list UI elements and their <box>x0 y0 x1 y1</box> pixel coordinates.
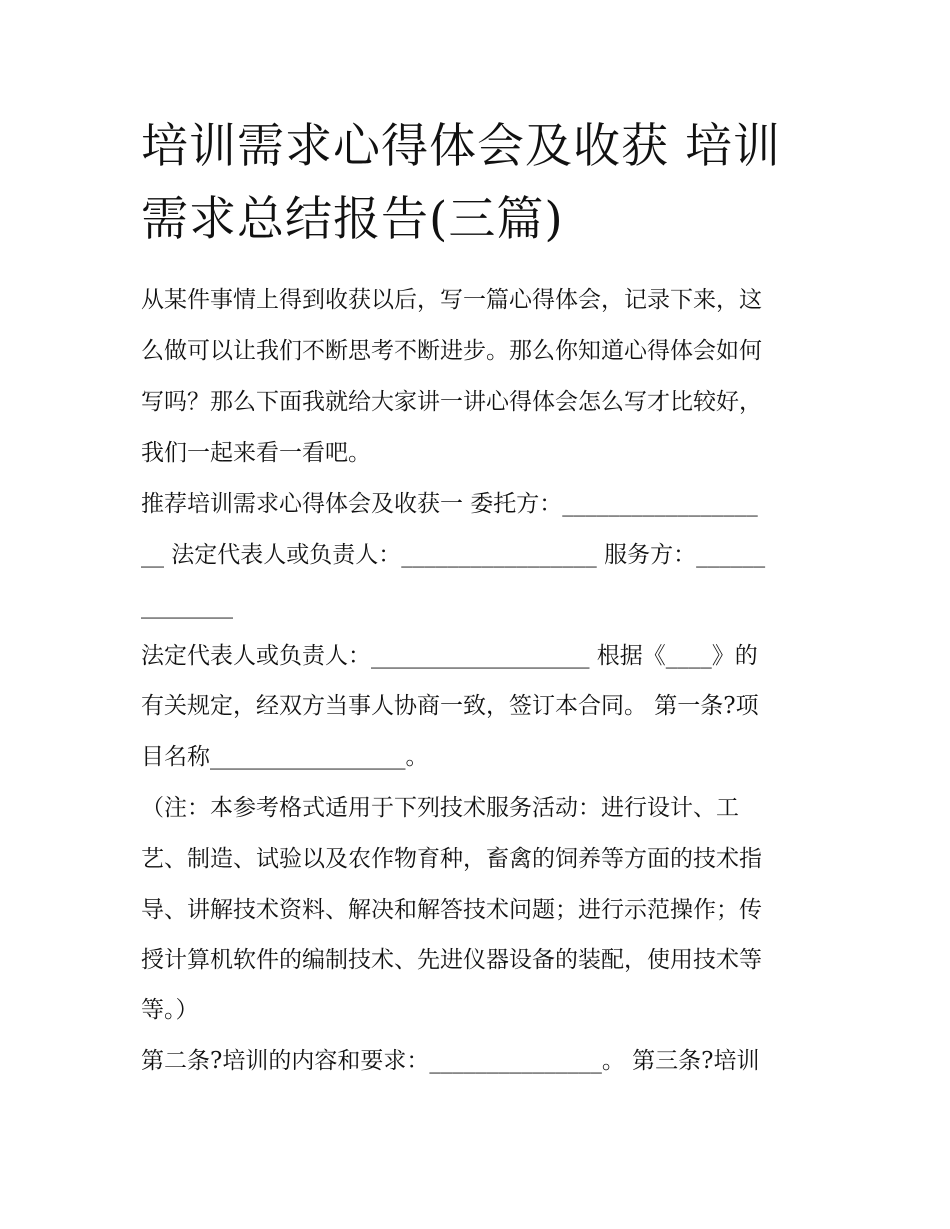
body-line: __ 法定代表人或负责人：_________________ 服务方：______ <box>141 542 766 568</box>
body-line: 目名称_________________。 <box>141 744 429 770</box>
body-line: 有关规定，经双方当事人协商一致，签订本合同。 第一条?项 <box>141 693 759 719</box>
body-line: （注：本参考格式适用于下列技术服务活动：进行设计、工 <box>141 795 739 821</box>
body-line: 第二条?培训的内容和要求：_______________。 第三条?培训 <box>141 1048 760 1074</box>
body-line: 艺、制造、试验以及农作物育种，畜禽的饲养等方面的技术指 <box>141 846 762 872</box>
document-title: 培训需求心得体会及收获 培训需求总结报告(三篇) <box>141 119 781 247</box>
body-line: 法定代表人或负责人：___________________ 根据《____》的 <box>141 643 758 669</box>
body-line: ________ <box>141 593 233 619</box>
body-line: 从某件事情上得到收获以后，写一篇心得体会，记录下来，这 <box>141 287 762 313</box>
body-line: 授计算机软件的编制技术、先进仪器设备的装配，使用技术等 <box>141 947 762 973</box>
body-line: 导、讲解技术资料、解决和解答技术问题；进行示范操作；传 <box>141 897 762 923</box>
body-line: 推荐培训需求心得体会及收获一 委托方：_________________ <box>141 491 758 517</box>
body-line: 么做可以让我们不断思考不断进步。那么你知道心得体会如何 <box>141 338 762 364</box>
body-line: 写吗？那么下面我就给大家讲一讲心得体会怎么写才比较好， <box>141 389 762 415</box>
body-line: 等。） <box>141 997 199 1023</box>
body-line: 我们一起来看一看吧。 <box>141 440 371 466</box>
